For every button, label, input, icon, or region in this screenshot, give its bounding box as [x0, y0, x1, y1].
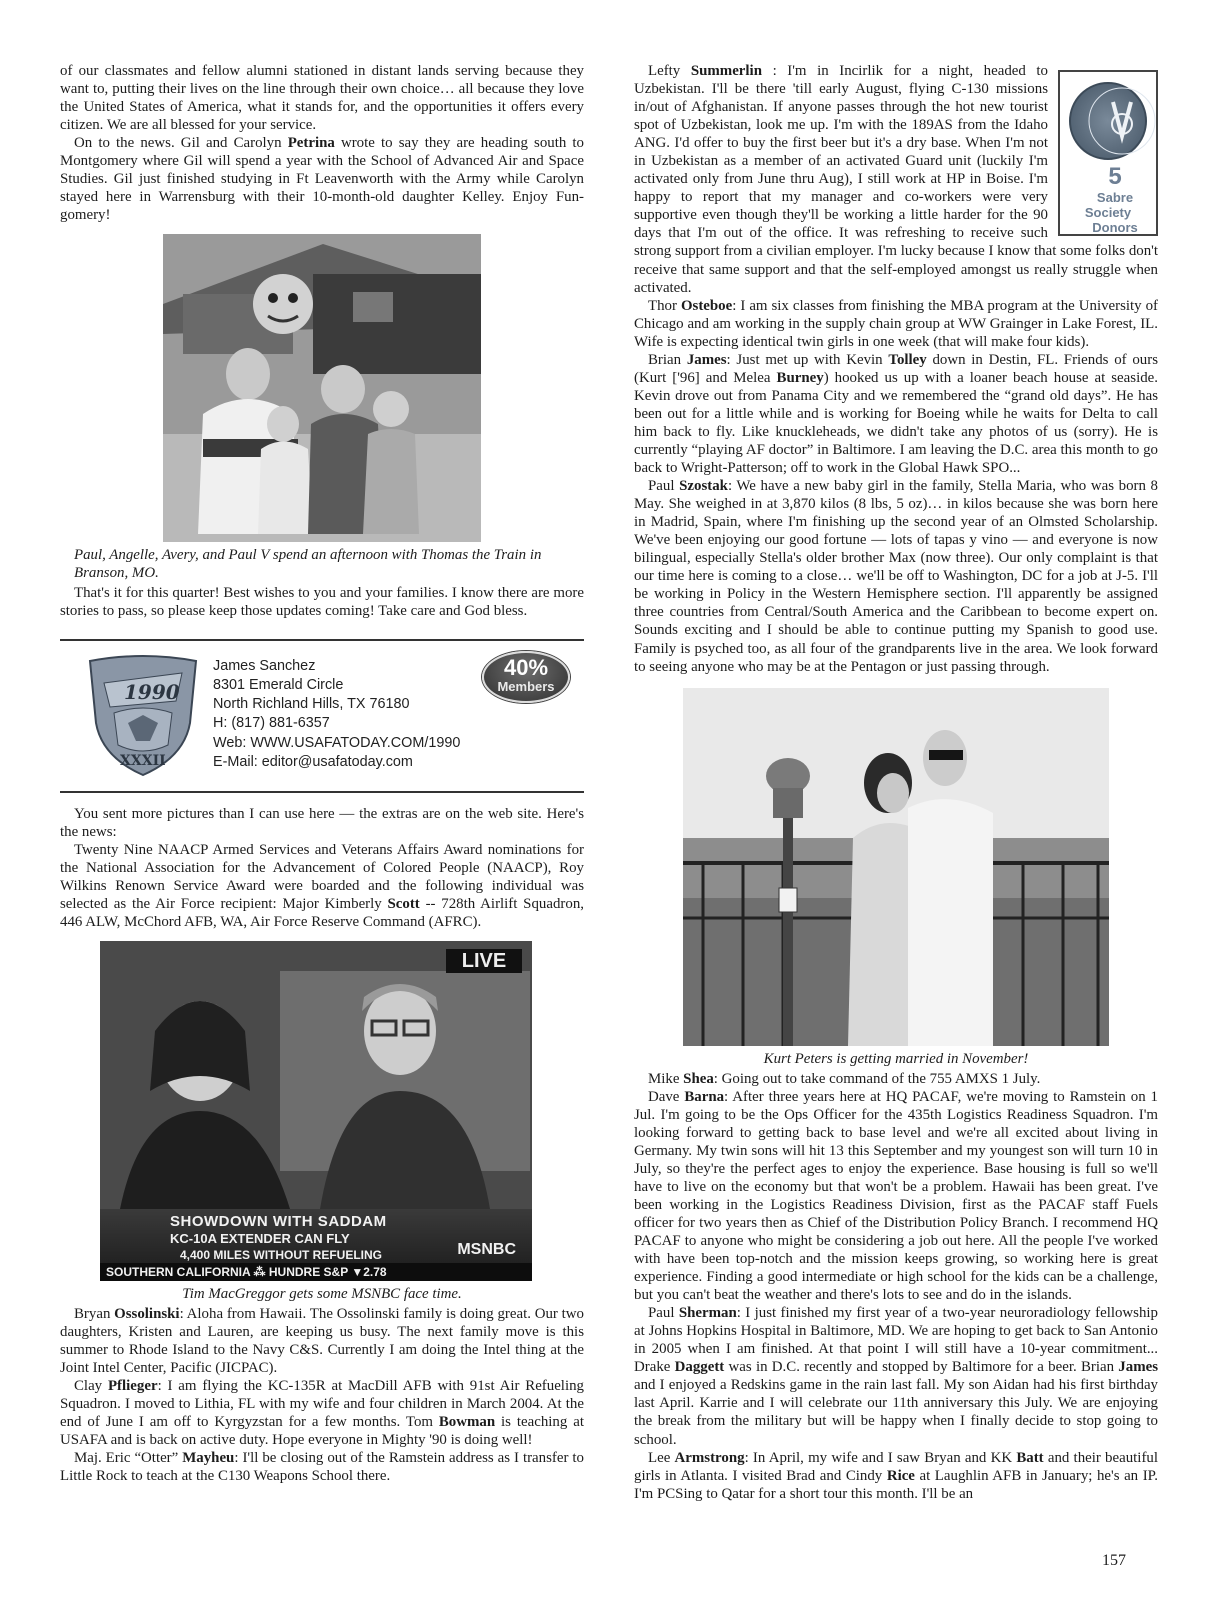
svg-text:1990: 1990: [124, 679, 180, 704]
scribe-address-line2: North Richland Hills, TX 76180: [213, 696, 410, 713]
sabre-society-box: [1058, 70, 1158, 236]
paragraph: Lefty Summerlin 5 Sabre Society Donors : I'm in Incirlik for a night, headed to Uzbekistan. I'll be there 'till early August, flying C-130 missions in/out of Afghanistan. If anyone passes through the hot new tourist spot of Uzbekistan, look me up. I'm with the 189AS from the Idaho ANG. I'd offer to buy the first beer but it's a dry base. When I'm not in Uzbekistan as a member of an activated Guard unit (luckily I'm activated only from June thru Aug), I still work at HP in Boise. I'm happy to report that my manager and co-workers were very supportive even though they'll be working a little harder for the 90 days that I'm out of the office. It was refreshing to receive such strong support from a civilian employer. I'm lucky because I know that some folks don't receive that same support and that the self-employed amongst us really struggle when activated.: [634, 63, 1158, 296]
photo-caption: Tim MacGreggor gets some MSNBC face time.: [182, 1285, 462, 1302]
photo-caption: Paul, Angelle, Avery, and Paul V spend an afternoon with Thomas the Train in Branson, MO.: [74, 547, 542, 582]
photo-caption: Kurt Peters is getting married in November!: [763, 1050, 1029, 1067]
paragraph: That's it for this quarter! Best wishes to you and your families. I know there are more stories to pass, so please keep those updates coming! Take care and God bless.: [60, 585, 584, 620]
paragraph: Maj. Eric “Otter” Mayheu: I'll be closing out of the Ramstein address as I transfer to Little Rock to teach at the C130 Weapons School there.: [60, 1450, 584, 1485]
chyron-subhead: KC-10A EXTENDER CAN FLY: [170, 1230, 350, 1246]
paragraph: Dave Barna: After three years here at HQ PACAF, we're moving to Ramstein on 1 Jul. I'm going to be the Ops Officer for the 435th Logistics Readiness Squadron. I'm looking forward to getting back to base level and we're all excited about living in Germany. My twin sons will hit 13 this September and my youngest son will turn 10 in July, so they're the perfect ages to enjoy the experience. Base housing is full so we'll have to live on the economy but that won't be a problem. Hawaii has been great. I've been working in the Logistics Readiness Division, first as the PACAF staff Fuels officer for two years then as Chief of the Distribution Policy Branch. I recommend HQ PACAF to anyone who might be considering a job out here. All the people I've worked with have been top-notch and the mission keeps growing, so working here is great experience. Finding a good intermediate or high school for the kids can be a challenge, but you can't beat the weather and there's lots to see and do in the islands.: [634, 1088, 1159, 1304]
paragraph: Brian James: Just met up with Kevin Tolley down in Destin, FL. Friends of ours (Kurt ['96] and Melea Burney) hooked us up with a loaner beach house at seaside. Kevin drove out from Panama City and we remembered the “grand old days”. He has been out for a little while and is working for Boeing while he waits for Delta to call him back to fly. Like knuckleheads, we didn't take any photos of us (sorry). He is currently “playing AF doctor” in Baltimore. I am leaving the D.C. area this month to go back to Wright-Patterson; off to work in the Global Hawk SPO...: [634, 351, 1158, 477]
members-percentage-badge: [482, 651, 570, 703]
left-column: [60, 62, 584, 1485]
paragraph: Clay Pflieger: I am flying the KC-135R at MacDill AFB with 91st Air Refueling Squadron. I moved to Lithia, FL with my wife and four children in March 2004. At the end of June I am off to Kyrgyzstan for a few months. Tom Bowman is teaching at USAFA and is back on active duty. Hope everyone in Mighty '90 is doing well!: [60, 1378, 584, 1449]
crest-illustration: [84, 653, 202, 779]
sabre-label-2: Donors: [1092, 220, 1138, 235]
news-ticker: SOUTHERN CALIFORNIA ⁂ HUNDRE S&P ▼2.78: [100, 1263, 532, 1281]
paragraph: Twenty Nine NAACP Armed Services and Veterans Affairs Award nominations for the National Association for the Advancement of Colored People (NAACP), Roy Wilkins Renown Service Award were boarded and the following individual was selected as the Air Force recipient: Major Kimberly Scott -- 728th Airlift Squadron, 446 ALW, McChord AFB, WA, Air Force Reserve Command (AFRC).: [60, 841, 584, 930]
photo-illustration: [683, 688, 1109, 1046]
scribe-phone: H: (817) 881-6357: [213, 715, 330, 732]
paragraph: Lee Armstrong: In April, my wife and I saw Bryan and KK Batt and their beautiful girls in Atlanta. I visited Brad and Cindy Rice at Laughlin AFB in January; he's an IP. I'm PCSing to Qatar for a short tour this month. I'll be an: [634, 1449, 1158, 1502]
members-percent: 40%: [503, 654, 549, 680]
msnbc-tv-photo: [100, 941, 532, 1281]
thomas-train-photo: [163, 234, 481, 542]
sabre-donor-count: 5: [1108, 163, 1122, 190]
photo-illustration: [163, 234, 481, 542]
seal-illustration: [1085, 84, 1159, 158]
paragraph: On to the news. Gil and Carolyn Petrina wrote to say they are heading south to Montgomery where Gil will spend a year with the School of Advanced Air and Space Studies. Gil just finished studying in Ft Leavenworth with the Army while Carolyn stayed here in Warrensburg with their 10-month-old daughter Kelley. Enjoy Fun-gomery!: [60, 135, 585, 224]
scribe-website[interactable]: Web: WWW.USAFATODAY.COM/1990: [213, 734, 461, 751]
sabre-label-1: Sabre Society: [1084, 190, 1134, 220]
scribe-email[interactable]: E-Mail: editor@usafatoday.com: [213, 754, 413, 770]
scribe-name: James Sanchez: [213, 657, 316, 674]
paragraph: You sent more pictures than I can use here — the extras are on the web site. Here's the news:: [60, 805, 584, 840]
chyron-headline: SHOWDOWN WITH SADDAM: [170, 1212, 387, 1230]
paragraph: Thor Osteboe: I am six classes from finishing the MBA program at the University of Chicago and am working in the supply chain group at WW Grainger in Lake Forest, IL. Wife is expecting identical twin girls in one week (that will make four kids).: [634, 297, 1159, 350]
page-number: 157: [1102, 1552, 1126, 1569]
paragraph: Paul Sherman: I just finished my first year of a two-year neuroradiology fellowship at Johns Hopkins Hospital in Baltimore, MD. We are hoping to get back to San Antonio in 2005 when I am finished. At that point I will still have a 10-year commitment... Drake Daggett was in D.C. recently and stopped by Baltimore for a beer. Brian James and I enjoyed a Redskins game in the rain last fall. My son Aidan had his first birthday last April. Karrie and I will celebrate our 11th anniversary this July. We are enjoying the break from the military but will be happy when I finally decide to stop going to school.: [634, 1305, 1158, 1448]
class-of-1990-header: [60, 639, 584, 793]
paragraph: Paul Szostak: We have a new baby girl in the family, Stella Maria, who was born 8 May. She weighed in at 3,870 kilos (8 lbs, 5 oz)… in kilos because she was born here in Madrid, Spain, where I'm finishing up the second year of an Olmsted Scholarship. We've been enjoying our good fortune — lots of tapas y vino — and everyone is now bilingual, especially Stella's older brother Max (now three). Our only complaint is that our time here is coming to a close… we'll be off to Washington, DC for a job at J-5. I'll be working in Policy in the Western Hemisphere section. I'll apparently be assigned three countries from Central/South America and the Caribbean to become expert on. Sounds exciting and I should be able to continue putting my Spanish to good use. Family is psyched too, as all four of the grandparents live in the area. We look forward to seeing anyone who may be at the Pentagon or just passing through.: [634, 478, 1158, 675]
sabre-society-seal-icon: [1069, 82, 1147, 160]
msnbc-logo: MSNBC: [457, 1240, 516, 1258]
news-chyron: [100, 1209, 532, 1281]
scribe-address-line1: 8301 Emerald Circle: [213, 676, 344, 693]
live-indicator: LIVE: [446, 949, 522, 973]
svg-text:XXXII: XXXII: [120, 752, 166, 769]
chyron-subhead-2: 4,400 MILES WITHOUT REFUELING: [180, 1247, 383, 1262]
right-column: [634, 62, 1158, 1503]
paragraph: of our classmates and fellow alumni stationed in distant lands serving because they want to, putting their lives on the line through their own choice… all because they love the United States of America, what it stands for, and the opportunities it offers every citizen. We are all blessed for your service.: [60, 63, 584, 134]
paragraph: Bryan Ossolinski: Aloha from Hawaii. The Ossolinski family is doing great. Our two daughters, Kristen and Lauren, are keeping us busy. The next family move is this summer to Rhode Island to the Navy C&S. Currently I am doing the Intel thing at the Joint Intel Center, Pacific (JICPAC).: [60, 1305, 584, 1376]
class-crest-logo: [84, 653, 202, 779]
paragraph: Mike Shea: Going out to take command of the 755 AMXS 1 July.: [648, 1070, 1041, 1087]
wedding-couple-photo: [683, 688, 1109, 1046]
class-scribe-contact: [213, 657, 460, 773]
members-label: Members: [497, 678, 555, 694]
